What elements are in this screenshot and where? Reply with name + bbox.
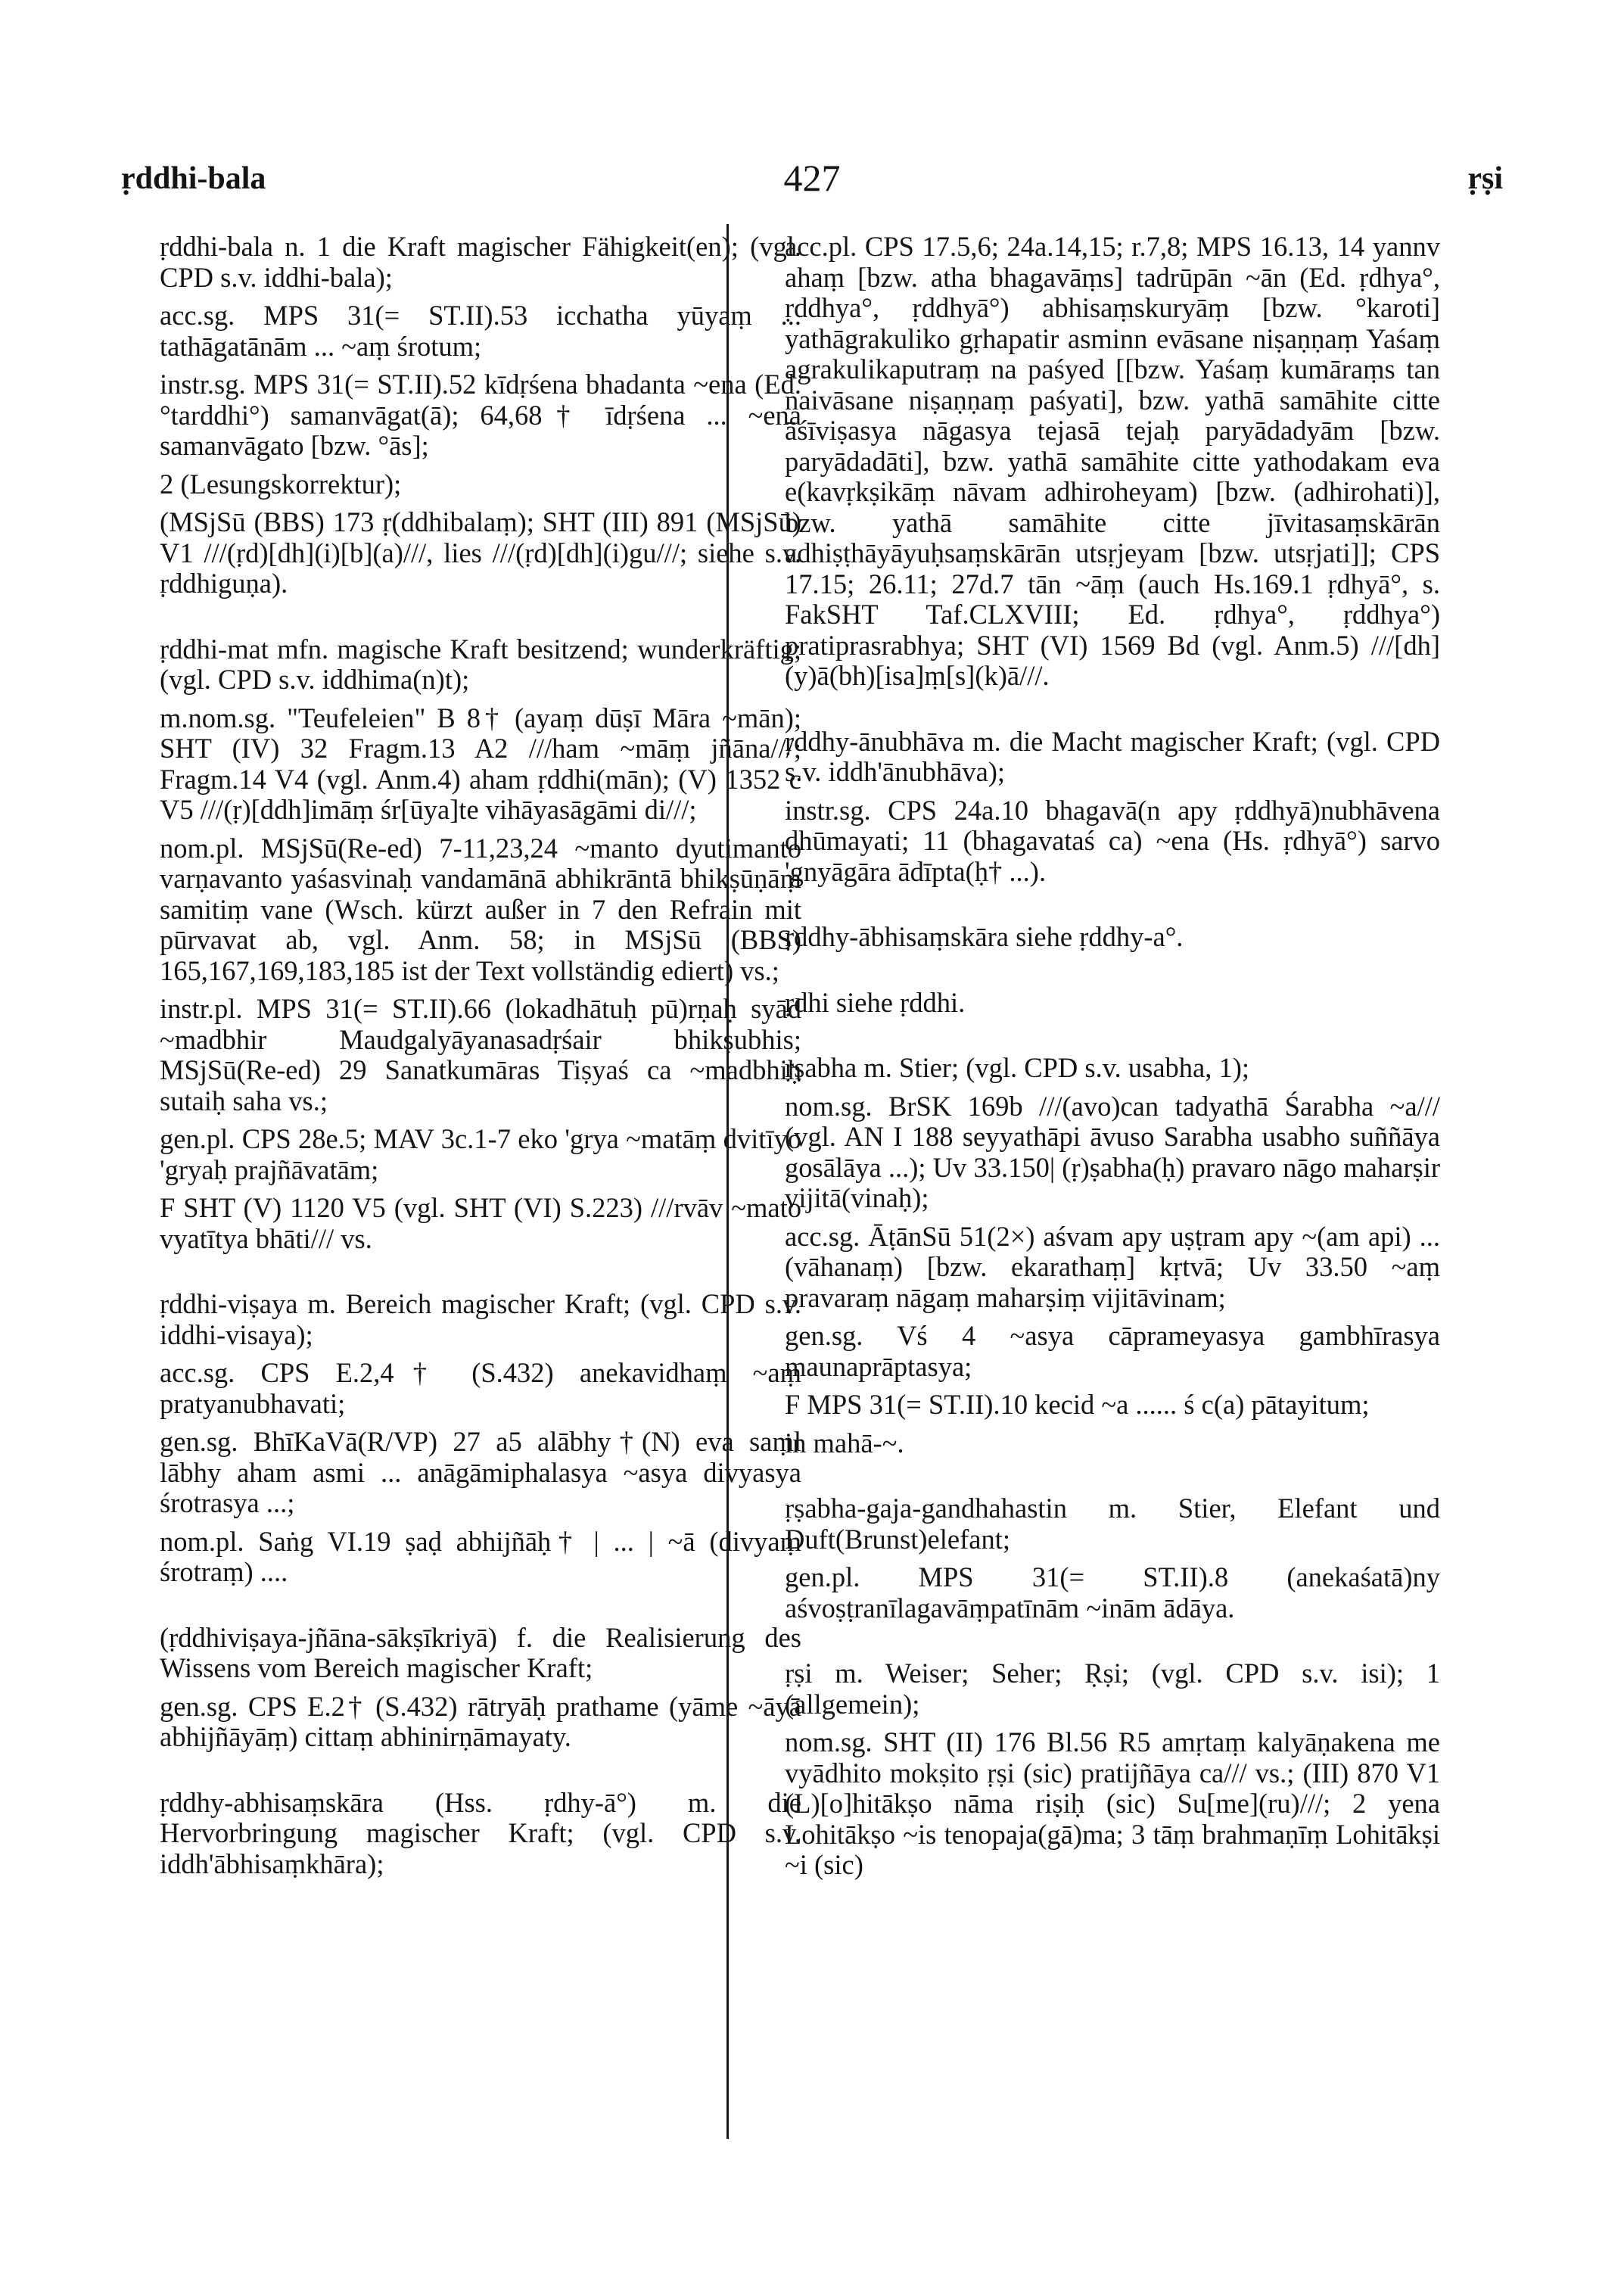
entry-rsabha: ṛṣabha m. Stier; (vgl. CPD s.v. usabha, 1); [785, 1052, 1250, 1083]
citation-acc-sg: acc.sg. CPS E.2,4† (S.432) anekavidhaṃ ~aṃ pratyanubhavati; [160, 1357, 801, 1419]
running-head-right: ṛṣi [1467, 161, 1503, 196]
citation-fragment: F SHT (V) 1120 V5 (vgl. SHT (VI) S.223) ///rvāv ~mato vyatītya bhāti/// vs. [160, 1192, 801, 1254]
entry-rddhi-bala: ṛddhi-bala n. 1 die Kraft magischer Fähigkeit(en); (vgl. CPD s.v. iddhi-bala); [160, 231, 801, 293]
citation-fragment: F MPS 31(= ST.II).10 kecid ~a ...... ś c(a) pātayitum; [785, 1389, 1370, 1420]
citation-gen-pl: gen.pl. CPS 28e.5; MAV 3c.1-7 eko 'grya ~matāṃ dvitīyo 'gryaḥ prajñāvatām; [160, 1123, 801, 1185]
citation-nom-pl: nom.pl. MSjSū(Re-ed) 7-11,23,24 ~manto dyutimanto varṇavanto yaśasvinaḥ vandamānā abhikrāntā bhikṣūṇāṃ samitiṃ vane (Wsch. kürzt außer in 7 den Refrain mit pūrvavat ab, vgl. Anm. 58; in MSjSū (BBS) 165,167,169,183,185 ist der Text vollständig ediert) vs.; [160, 832, 801, 986]
citation-gen-pl: gen.pl. MPS 31(= ST.II).8 (anekaśatā)ny aśvoṣṭranīlagavāṃpatīnām ~inām ādāya. [785, 1561, 1440, 1623]
entry-rddhy-abhisamskara-xref: ṛddhy-ābhisaṃskāra siehe ṛddhy-a°. [785, 921, 1184, 952]
running-head-left: ṛddhi-bala [121, 161, 266, 196]
entry-rddhi-mat: ṛddhi-mat mfn. magische Kraft besitzend; wunderkräftig; (vgl. CPD s.v. iddhima(n)t); [160, 633, 801, 695]
page-number: 427 [783, 157, 841, 199]
compound-xref: in mahā-~. [785, 1427, 904, 1458]
citation-acc-sg: acc.sg. ĀṭānSū 51(2×) aśvam apy uṣṭram apy ~(am api) ... (vāhanaṃ) [bzw. ekarathaṃ] kṛtvā; Uv 33.50 ~aṃ pravaraṃ nāgaṃ maharṣiṃ vijitāvinam; [785, 1220, 1440, 1313]
citation-nom-sg: nom.sg. SHT (II) 176 Bl.56 R5 amṛtaṃ kalyāṇakena me vyādhito mokṣito ṛṣi (sic) pratijñāya ca/// vs.; (III) 870 V1 (L)[o]hitākṣo nāma riṣiḥ (sic) Su[me](ru)///; 2 yena Lohitākṣo ~is tenopaja(gā)ma; 3 tāṃ brahmaṇīṃ Lohitākṣi ~i (sic) [785, 1726, 1440, 1880]
entry-rsabha-gaja-gandhahastin: ṛṣabha-gaja-gandhahastin m. Stier, Elefant und Duft(Brunst)elefant; [785, 1493, 1440, 1555]
entry-rddhy-abhisamskara: ṛddhy-abhisaṃskāra (Hss. ṛdhy-ā°) m. die Hervorbringung magischer Kraft; (vgl. CPD s.v. iddh'ābhisaṃkhāra); [160, 1786, 801, 1879]
citation-nom-pl: nom.pl. Saṅg VI.19 ṣaḍ abhijñāḥ† | ... | ~ā (divyaṃ śrotraṃ) .... [160, 1525, 801, 1587]
citation-acc-sg: acc.sg. MPS 31(= ST.II).53 icchatha yūyaṃ ... tathāgatānām ... ~aṃ śrotum; [160, 300, 801, 362]
citation-instr-pl: instr.pl. MPS 31(= ST.II).66 (lokadhātuḥ pū)rṇaḥ syād ~madbhir Maudgalyāyanasadṛśair bhikṣubhis; MSjSū(Re-ed) 29 Sanatkumāras Tiṣyaś ca ~madbhiḥ sutaiḥ saha vs.; [160, 993, 801, 1116]
citation-instr-sg: instr.sg. MPS 31(= ST.II).52 kīdṛśena bhadanta ~ena (Ed. °tarddhi°) samanvāgat(ā); 64,68† īdṛśena ... ~ena samanvāgato [bzw. °ās]; [160, 369, 801, 461]
entry-rdhi-xref: ṛdhi siehe ṛddhi. [785, 986, 966, 1018]
sense-2: 2 (Lesungskorrektur); [160, 468, 402, 500]
citation-gen-sg: gen.sg. BhīKaVā(R/VP) 27 a5 alābhy†(N) eva saṃl lābhy aham asmi ... anāgāmiphalasya ~asya divyasya śrotrasya ...; [160, 1426, 801, 1518]
right-column [785, 232, 1440, 1881]
citation-gen-sg: gen.sg. CPS E.2† (S.432) rātryāḥ prathame (yāme ~āyā abhijñāyāṃ) cittaṃ abhinirṇāmayaty. [160, 1690, 801, 1752]
citation-nom-sg: nom.sg. BrSK 169b ///(avo)can tadyathā Śarabha ~a/// (vgl. AN I 188 seyyathāpi āvuso Sarabha usabho suññāya gosālāya ...); Uv 33.150| (ṛ)ṣabha(ḥ) pravaro nāgo maharṣir vijitā(vinaḥ); [785, 1090, 1440, 1213]
citation-m-nom-sg: m.nom.sg. "Teufeleien" B 8† (ayaṃ dūṣī Māra ~mān); SHT (IV) 32 Fragm.13 A2 ///ham ~māṃ jñāna///; Fragm.14 V4 (vgl. Anm.4) aham ṛddhi(mān); (V) 1352 c V5 ///(ṛ)[ddh]imāṃ śr[ūya]te vihāyasāgāmi di///; [160, 702, 801, 825]
entry-rddhi-visaya: ṛddhi-viṣaya m. Bereich magischer Kraft; (vgl. CPD s.v. iddhi-visaya); [160, 1288, 801, 1350]
citation-acc-pl: acc.pl. CPS 17.5,6; 24a.14,15; r.7,8; MPS 16.13, 14 yannv ahaṃ [bzw. atha bhagavāṃs] tadrūpān ~ān (Ed. ṛdhya°, ṛddhya°, ṛddhyā°) abhisaṃskuryāṃ [bzw. °karoti] yathāgrakuliko gṛhapatir asminn evāsane niṣaṇṇaṃ Yaśaṃ agrakulikaputraṃ na paśyed [[bzw. Yaśaṃ kumāraṃs tan naivāsane niṣaṇṇaṃ paśyati], bzw. yathā samāhite citte āśīviṣasya nāgasya tejasā tejaḥ paryādadyām [bzw. paryādadāti], bzw. yathā samāhite citte yathodakam eva e(kavṛkṣikāṃ nāvam adhiroheyam) [bzw. (adhirohati)], bzw. yathā samāhite citte jīvitasaṃskārān adhiṣṭhāyāyuḥsaṃskārān utsṛjeyam [bzw. utsṛjati]]; CPS 17.15; 26.11; 27d.7 tān ~āṃ (auch Hs.169.1 ṛdhyā°, s. FakSHT Taf.CLXVIII; Ed. ṛdhya°, ṛddhya°) pratiprasrabhya; SHT (VI) 1569 Bd (vgl. Anm.5) ///[dh](y)ā(bh)[isa]ṃ[s](k)ā///. [785, 231, 1440, 691]
citation-gen-sg: gen.sg. Vś 4 ~asya cāprameyasya gambhīrasya maunaprāptasya; [785, 1320, 1440, 1382]
citation-instr-sg: instr.sg. CPS 24a.10 bhagavā(n apy ṛddhyā)nubhāvena dhūmayati; 11 (bhagavataś ca) ~ena (Hs. ṛdhyā°) sarvo 'gnyāgāra ādīpta(ḥ† ...). [785, 794, 1440, 887]
left-column [160, 232, 801, 1879]
entry-rddhivisaya-jnana: (ṛddhiviṣaya-jñāna-sākṣīkriyā) f. die Realisierung des Wissens vom Bereich magischer Kraft; [160, 1621, 801, 1683]
citation-correction: (MSjSū (BBS) 173 ṛ(ddhibalaṃ); SHT (III) 891 (MSjSū) V1 ///(ṛd)[dh](i)[b](a)///, lies ///(ṛd)[dh](i)gu///; siehe s.v. ṛddhiguṇa). [160, 506, 801, 599]
entry-rddhy-anubhava: ṛddhy-ānubhāva m. die Macht magischer Kraft; (vgl. CPD s.v. iddh'ānubhāva); [785, 725, 1440, 787]
entry-rsi: ṛṣi m. Weiser; Seher; Ṛṣi; (vgl. CPD s.v. isi); 1 (allgemein); [785, 1658, 1440, 1720]
